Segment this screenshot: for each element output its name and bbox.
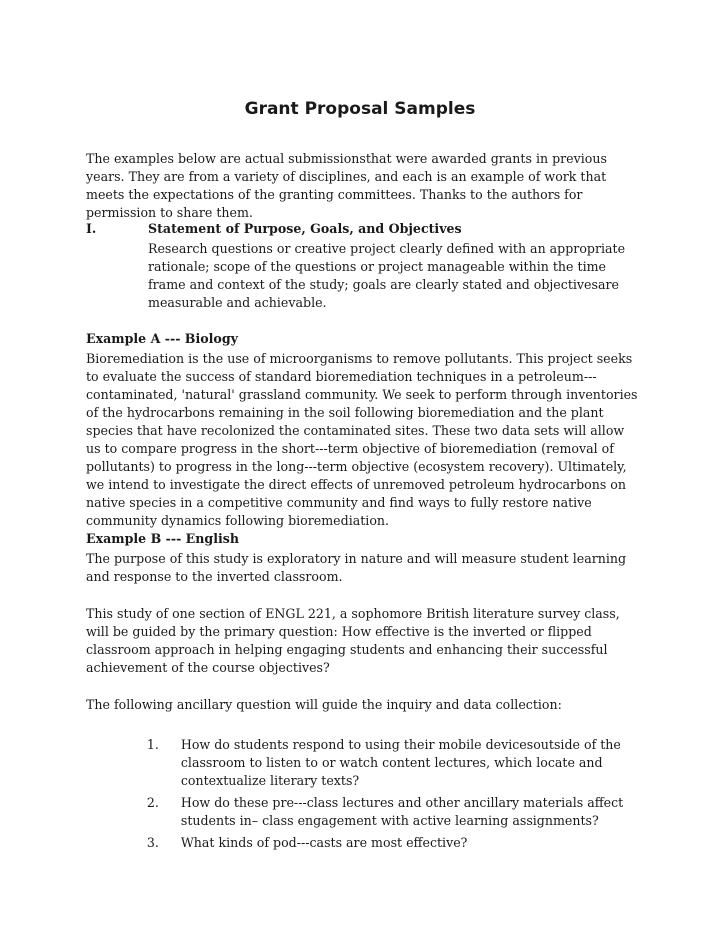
section-body: Research questions or creative project clearly defined with an appropriate rationale; scope of the questions or project manageable within the time frame and context of the study; goals are clearly stated and objectivesare measurable and achievable.	[148, 241, 626, 310]
list-item	[86, 736, 646, 790]
intro-paragraph: The examples below are actual submissionsthat were awarded grants in previous years. They are from a variety of disciplines, and each is an example of work that meets the expectations of the granting committees. Thanks to the authors for permission to share them.	[86, 151, 607, 220]
ancillary-questions-list	[86, 736, 646, 856]
list-item	[86, 834, 646, 852]
example-a-body: Bioremediation is the use of microorganisms to remove pollutants. This project seeks to evaluate the success of standard bioremediation techniques in a petroleum---contaminated, 'natural' grassland community. We seek to perform through inventories of the hydrocarbons remaining in the soil following bioremediation and the plant species that have recolonized the contaminated sites. These two data sets will allow us to compare progress in the short---term objective of bioremediation (removal of pollutants) to progress in the long---term objective (ecosystem recovery). Ultimately, we intend to investigate the direct effects of unremoved petroleum hydrocarbons on native species in a competitive community and find ways to fully restore native community dynamics following bioremediation.	[86, 351, 638, 528]
example-b-paragraph-3: The following ancillary question will guide the inquiry and data collection:	[86, 697, 562, 712]
page-title: Grant Proposal Samples	[244, 99, 476, 119]
list-item-number: 3.	[146, 835, 159, 850]
example-a-heading: Example A --- Biology	[86, 331, 238, 346]
example-b-paragraph-2: This study of one section of ENGL 221, a sophomore British literature survey class, will be guided by the primary question: How effective is the inverted or flipped classroom approach in helping engaging students and enhancing their successful achievement of the course objectives?	[86, 606, 620, 675]
section-title: Statement of Purpose, Goals, and Objectives	[148, 221, 462, 236]
example-b-paragraph-1: The purpose of this study is exploratory in nature and will measure student learning and response to the inverted classroom.	[86, 551, 627, 584]
list-item	[86, 794, 646, 830]
list-item-number: 1.	[146, 737, 159, 752]
list-item-text: What kinds of pod---casts are most effective?	[180, 835, 468, 850]
list-item-number: 2.	[146, 795, 159, 810]
section-heading	[86, 220, 646, 238]
list-item-text: How do students respond to using their mobile devicesoutside of the classroom to listen to or watch content lectures, which locate and contextualize literary texts?	[180, 737, 621, 788]
list-item-text: How do these pre---class lectures and other ancillary materials affect students in– class engagement with active learning assignments?	[180, 795, 624, 828]
example-b-heading: Example B --- English	[86, 531, 240, 546]
section-number: I.	[86, 221, 97, 236]
